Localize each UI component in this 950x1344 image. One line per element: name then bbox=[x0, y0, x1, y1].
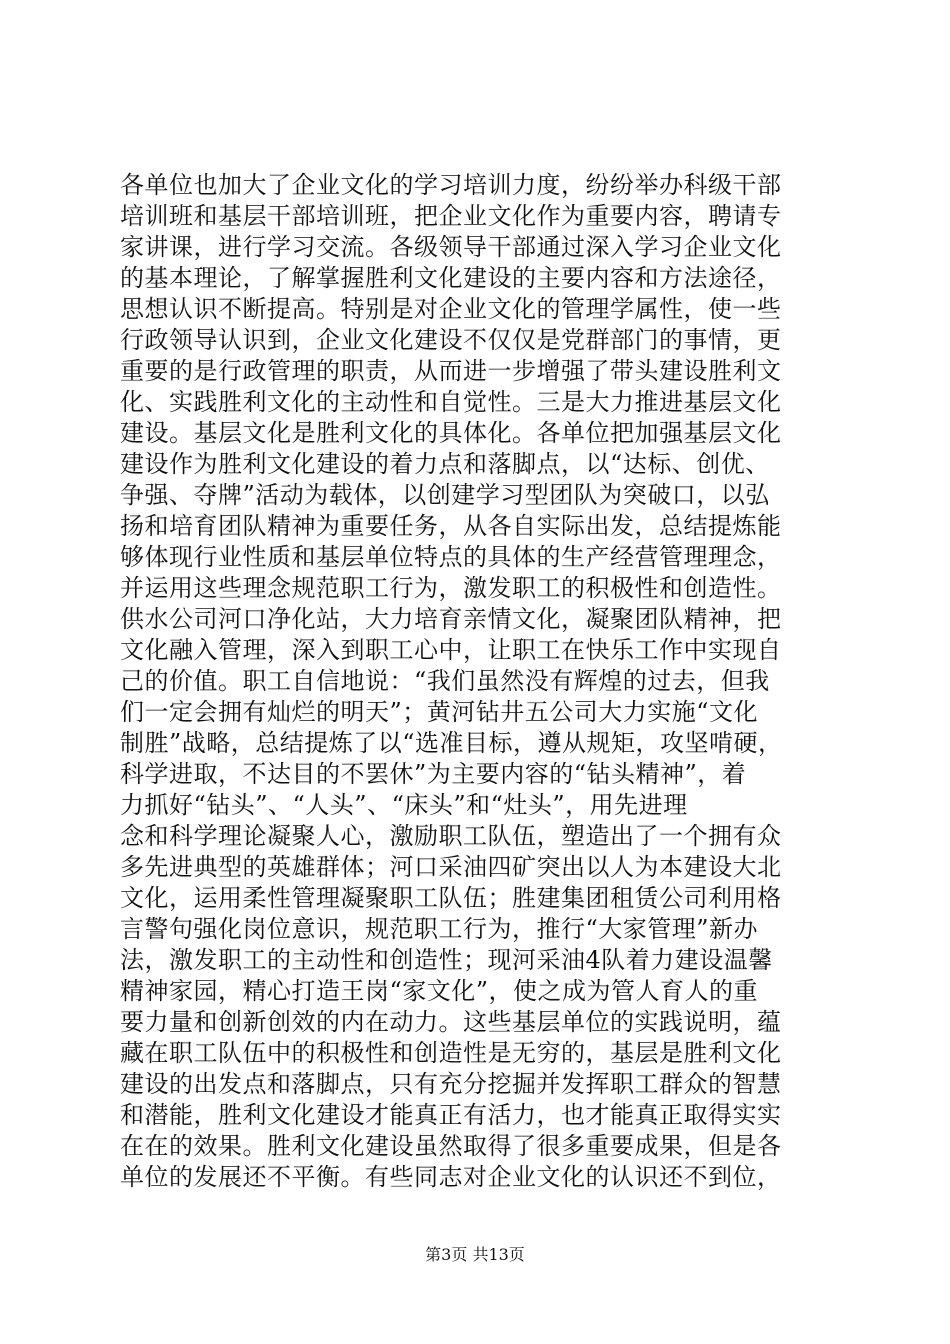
text-line: 藏在职工队伍中的积极性和创造性是无穷的，基层是胜利文化 bbox=[120, 1039, 782, 1067]
text-line: 建设作为胜利文化建设的着力点和落脚点，以“达标、创优、 bbox=[120, 450, 770, 478]
text-line: 培训班和基层干部培训班，把企业文化作为重要内容，聘请专 bbox=[120, 202, 782, 230]
text-line: 建设。基层文化是胜利文化的具体化。各单位把加强基层文化 bbox=[120, 419, 782, 447]
text-line: 多先进典型的英雄群体；河口采油四矿突出以人为本建设大北 bbox=[120, 853, 782, 881]
body-text bbox=[120, 170, 840, 1193]
text-line: 要力量和创新创效的内在动力。这些基层单位的实践说明，蕴 bbox=[120, 1008, 782, 1036]
text-line: 供水公司河口净化站，大力培育亲情文化，凝聚团队精神，把 bbox=[120, 605, 782, 633]
text-line: 单位的发展还不平衡。有些同志对企业文化的认识还不到位， bbox=[120, 1163, 782, 1191]
text-line: 念和科学理论凝聚人心，激励职工队伍，塑造出了一个拥有众 bbox=[120, 822, 782, 850]
text-line: 科学进取，不达目的不罢休”为主要内容的“钻头精神”，着 bbox=[120, 760, 747, 788]
text-line: 法，激发职工的主动性和创造性；现河采油4队着力建设温馨 bbox=[120, 946, 773, 974]
text-line: 和潜能，胜利文化建设才能真正有活力，也才能真正取得实实 bbox=[120, 1101, 782, 1129]
text-line: 扬和培育团队精神为重要任务，从各自实际出发，总结提炼能 bbox=[120, 512, 782, 540]
text-line: 思想认识不断提高。特别是对企业文化的管理学属性，使一些 bbox=[120, 295, 782, 323]
text-line: 力抓好“钻头”、“人头”、“床头”和“灶头”，用先进理 bbox=[120, 791, 688, 819]
text-line: 文化，运用柔性管理凝聚职工队伍；胜建集团租赁公司利用格 bbox=[120, 884, 782, 912]
text-line: 争强、夺牌”活动为载体，以创建学习型团队为突破口，以弘 bbox=[120, 481, 770, 509]
text-line: 够体现行业性质和基层单位特点的具体的生产经营管理理念， bbox=[120, 543, 782, 571]
text-line: 的基本理论，了解掌握胜利文化建设的主要内容和方法途径， bbox=[120, 264, 782, 292]
text-line: 精神家园，精心打造王岗“家文化”，使之成为管人育人的重 bbox=[120, 977, 759, 1005]
text-line: 家讲课，进行学习交流。各级领导干部通过深入学习企业文化 bbox=[120, 233, 782, 261]
text-line: 重要的是行政管理的职责，从而进一步增强了带头建设胜利文 bbox=[120, 357, 782, 385]
text-line: 化、实践胜利文化的主动性和自觉性。三是大力推进基层文化 bbox=[120, 388, 782, 416]
text-line: 在在的效果。胜利文化建设虽然取得了很多重要成果，但是各 bbox=[120, 1132, 782, 1160]
text-line: 文化融入管理，深入到职工心中，让职工在快乐工作中实现自 bbox=[120, 636, 782, 664]
page-footer: 第3页 共13页 bbox=[425, 1245, 525, 1264]
text-line: 各单位也加大了企业文化的学习培训力度，纷纷举办科级干部 bbox=[120, 171, 782, 199]
text-line: 建设的出发点和落脚点，只有充分挖掘并发挥职工群众的智慧 bbox=[120, 1070, 782, 1098]
text-line: 制胜”战略，总结提炼了以“选准目标，遵从规矩，攻坚啃硬， bbox=[120, 729, 783, 757]
text-line: 行政领导认识到，企业文化建设不仅仅是党群部门的事情，更 bbox=[120, 326, 782, 354]
text-line: 并运用这些理念规范职工行为，激发职工的积极性和创造性。 bbox=[120, 574, 782, 602]
text-line: 们一定会拥有灿烂的明天”；黄河钻井五公司大力实施“文化 bbox=[120, 698, 759, 726]
text-line: 言警句强化岗位意识，规范职工行为，推行“大家管理”新办 bbox=[120, 915, 759, 943]
text-line: 己的价值。职工自信地说：“我们虽然没有辉煌的过去，但我 bbox=[120, 667, 770, 695]
